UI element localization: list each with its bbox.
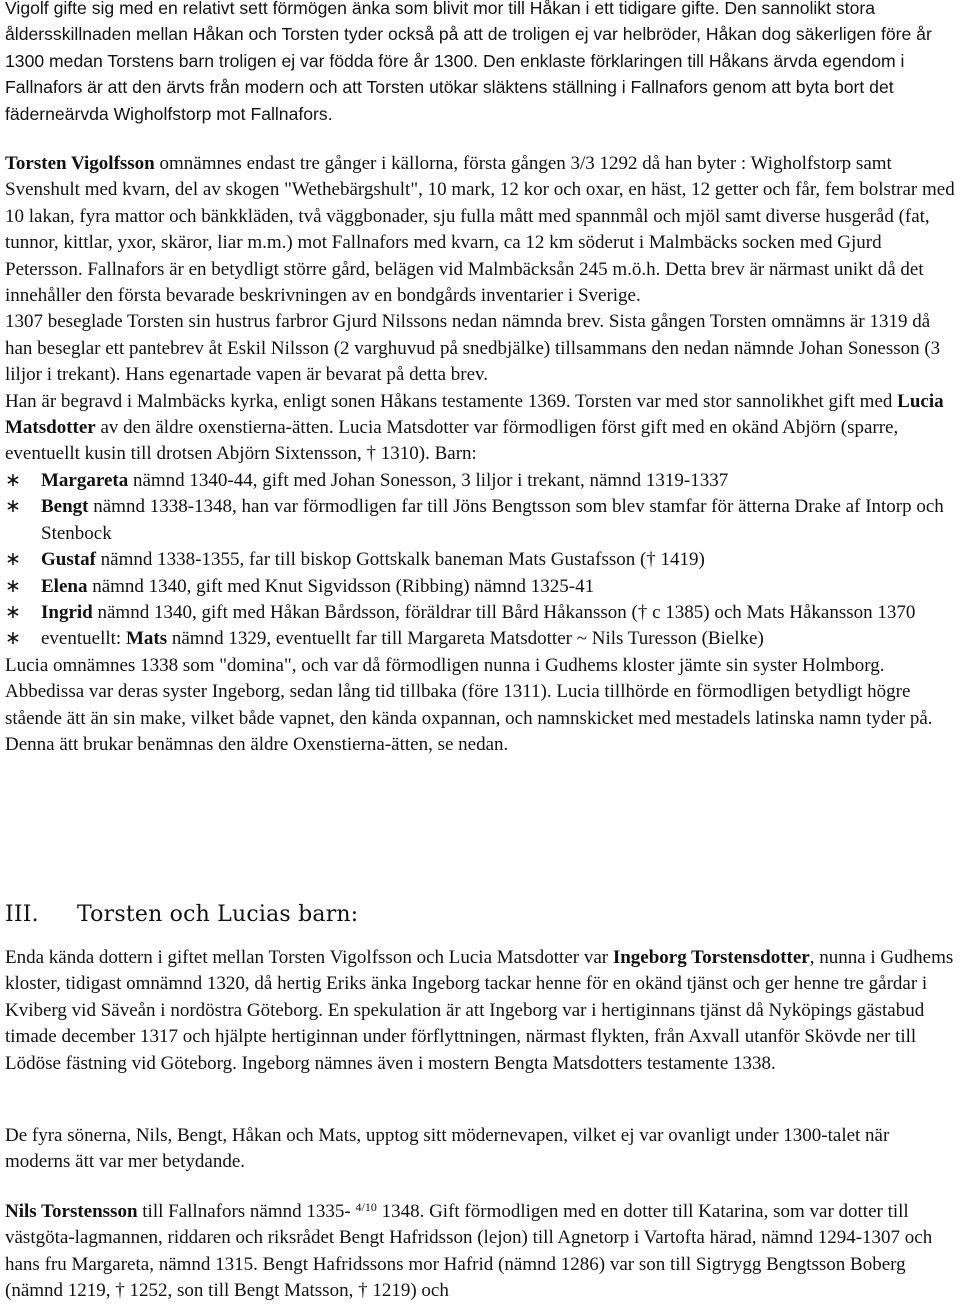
child-text: nämnd 1340-44, gift med Johan Sonesson, 3 liljor i trekant, nämnd 1319-1337 [128,469,729,491]
nils-name: Nils Torstensson [5,1201,138,1222]
nils-date: 4/10 [355,1200,377,1214]
bullet-icon: ∗ [5,575,21,597]
nils-paragraph [5,1199,957,1305]
list-item [5,574,957,600]
torsten-paragraph-3 [5,389,957,468]
torsten-name: Torsten Vigolfsson [5,153,155,174]
child-name: Margareta [41,469,129,491]
intro-paragraph: Vigolf gifte sig med en relativt sett förmögen änka som blivit mor till Håkan i ett tidigare gifte. Den sannolikt stora åldersskillnaden mellan Håkan och Torsten tyder också på att de troligen ej var helbröder, Håkan dog säkerligen före år 1300 medan Torstens barn troligen ej var födda före år 1300. Den enklaste förklaringen till Håkans ärvda egendom i Fallnafors är att den ärvts från modern och att Torsten utökar släktens ställning i Fallnafors genom att byta bort det fäderneärvda Wigholfstorp mot Fallnafors. [5,0,932,124]
list-item [5,600,957,626]
bullet-icon: ∗ [5,601,21,623]
child-name: Gustaf [41,549,96,571]
list-item [5,494,957,547]
section-number: III. [5,902,39,928]
child-name: Mats [125,628,168,650]
nils-text-2: 1348. Gift förmodligen med en dotter till Katarina, som var dotter till västgöta-lagmannen, riddaren och riksrådet Bengt Hafridsson (lejon) till Agnetorp i Vartofta härad, nämnd 1294-1307 och hans fru Margareta, nämnd 1315. Bengt Hafridssons mor Hafrid (nämnd 1286) var son till Sigtrygg Bengtsson Boberg (nämnd 1219, † 1252, son till Bengt Matsson, † 1219) och [5,1201,933,1302]
torsten-text-3: Han är begravd i Malmbäcks kyrka, enligt sonen Håkans testamente 1369. Torsten var med stor sannolikhet gift med [5,390,898,412]
child-text: nämnd 1329, eventuellt far till Margareta Matsdotter ~ Nils Turesson (Bielke) [167,628,764,650]
child-name: Elena [41,575,88,597]
bullet-icon: ∗ [5,549,21,571]
bullet-icon: ∗ [5,628,21,650]
list-item [5,468,957,494]
torsten-paragraph-2: 1307 beseglade Torsten sin hustrus farbror Gjurd Nilssons nedan nämnda brev. Sista gången Torsten omnämns är 1319 då han beseglar ett pantebrev åt Eskil Nilsson (2 varghuvud på snedbjälke) tillsammans den nedan nämnde Johan Sonesson (3 liljor i trekant). Hans egenartade vapen är bevarat på detta brev. [5,311,941,386]
child-text: nämnd 1338-1355, far till biskop Gottskalk baneman Mats Gustafsson († 1419) [95,549,705,571]
wife-name: Lucia Matsdotter [5,390,944,439]
ingeborg-paragraph [5,945,957,1077]
torsten-paragraph [5,151,957,309]
ingeborg-text-1: Enda kända dottern i giftet mellan Torsten Vigolfsson och Lucia Matsdotter var [5,947,613,968]
section-title: Torsten och Lucias barn: [77,902,359,928]
bullet-icon: ∗ [5,469,21,491]
section-heading [5,902,358,927]
ingeborg-text-2: , nunna i Gudhems kloster, tidigast omnämnd 1320, då hertig Eriks änka Ingeborg tackar henne för en okänd tjänst och ger henne tre gårdar i Kviberg vid Säveån i nordöstra Göteborg. En spekulation är att Ingeborg var i hertiginnans tjänst då Nyköpings gästabud timade december 1317 och hjälpte hertiginnan under förflyttningen, närmast flykten, från Axvall utanför Skövde ner till Lödöse fästning vid Göteborg. Ingeborg nämnes även i mostern Bengta Matsdotters testamente 1338. [5,947,954,1074]
torsten-section [5,151,957,758]
nils-text-1: till Fallnafors nämnd 1335- [137,1201,356,1222]
torsten-text-4: av den äldre oxenstierna-ätten. Lucia Matsdotter var förmodligen först gift med en okänd Abjörn (sparre, eventuellt kusin till drotsen Abjörn Sixtensson, † 1310). Barn: [5,417,899,465]
child-text: nämnd 1340, gift med Knut Sigvidsson (Ribbing) nämnd 1325-41 [87,575,595,597]
list-item [5,626,957,652]
child-name: Bengt [41,496,89,518]
child-text: nämnd 1338-1348, han var förmodligen far till Jöns Bengtsson som blev stamfar för ätterna Drake af Intorp och Stenbock [41,496,944,544]
lucia-paragraph: Lucia omnämnes 1338 som "domina", och var då förmodligen nunna i Gudhems kloster jämte sin syster Holmborg. Abbedissa var deras syster Ingeborg, sedan lång tid tillbaka (före 1311). Lucia tillhörde en förmodligen betydligt högre stående ätt än sin make, vilket både vapnet, den kända oxpannan, och namnskicket med mestadels latinska namn tyder på. Denna ätt brukar benämnas den äldre Oxenstierna-ätten, se nedan. [5,654,933,755]
sons-paragraph: De fyra sönerna, Nils, Bengt, Håkan och Mats, upptog sitt mödernevapen, vilket ej var ovanligt under 1300-talet när moderns ätt var mer betydande. [5,1125,890,1173]
child-prefix: eventuellt: [41,628,126,650]
child-text: nämnd 1340, gift med Håkan Bårdsson, föräldrar till Bård Håkansson († c 1385) och Mats Håkansson 1370 [92,601,916,623]
ingeborg-name: Ingeborg Torstensdotter [612,947,810,968]
children-list [5,468,957,653]
child-name: Ingrid [41,601,93,623]
bullet-icon: ∗ [5,496,21,518]
torsten-text-1: omnämnes endast tre gånger i källorna, första gången 3/3 1292 då han byter : Wigholfstorp samt Svenshult med kvarn, del av skogen "Wethebärgshult", 10 mark, 12 kor och oxar, en häst, 12 getter och får, fem bolstrar med 10 lakan, fyra mattor och bänkkläden, två väggbonader, sju fulla mått med spannmål och mjöl samt diverse husgeråd (fat, tunnor, kittlar, yxor, skäror, liar m.m.) mot Fallnafors med kvarn, ca 12 km söderut i Malmbäcks socken med Gjurd Petersson. Fallnafors är en betydligt större gård, belägen vid Malmbäcksån 245 m.ö.h. Detta brev är närmast unikt då det innehåller den första bevarade beskrivningen av en bondgårds inventarier i Sverige. [5,153,955,307]
list-item [5,547,957,573]
